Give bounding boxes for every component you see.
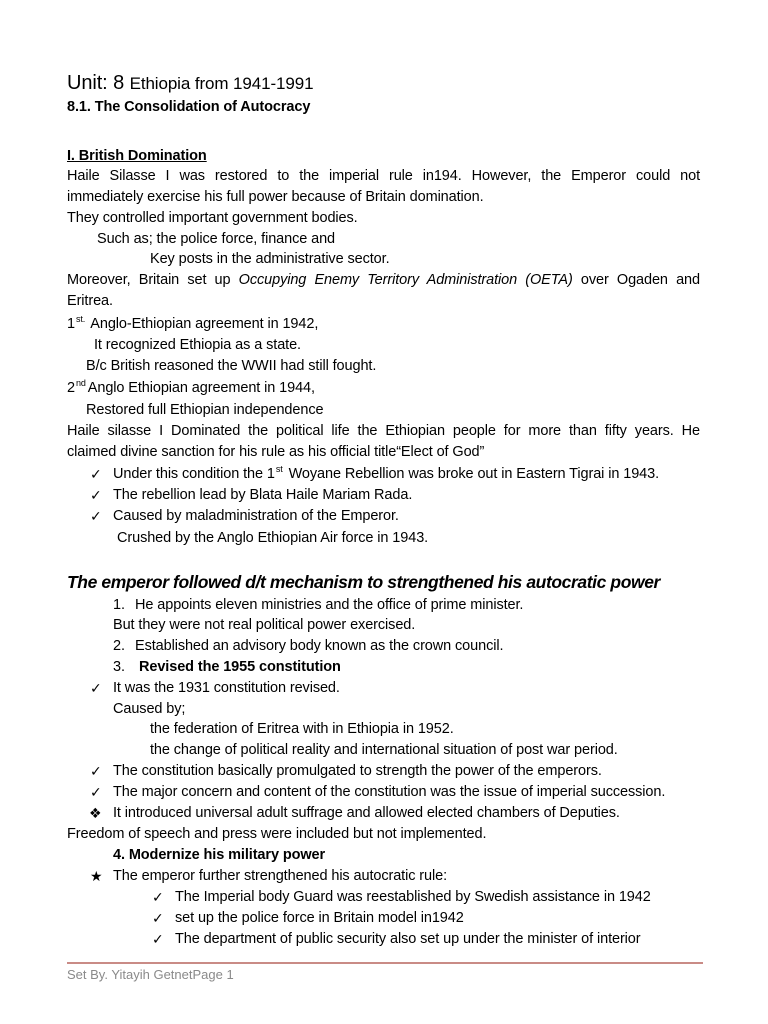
bullet-item: The major concern and content of the constitution was the issue of imperial succession. [113,784,666,800]
bullet-item: It introduced universal adult suffrage and allowed elected chambers of Deputies. [113,805,620,821]
diamond-bullet-icon: ❖ [89,805,102,821]
list-number: 2. [113,638,125,654]
checkmark-icon: ✓ [90,784,102,800]
checkmark-icon: ✓ [90,680,102,696]
list-item: He appoints eleven ministries and the office of prime minister. [135,597,524,613]
bullet-item: The emperor further strengthened his autocratic rule: [113,868,448,884]
section-heading-italic: The emperor followed d/t mechanism to strengthened his autocratic power [67,572,660,592]
paragraph-line: Crushed by the Anglo Ethiopian Air force in 1943. [117,530,429,546]
paragraph-line: B/c British reasoned the WWII had still fought. [86,358,377,374]
bullet-item: It was the 1931 constitution revised. [113,680,340,696]
bullet-item: set up the police force in Britain model in1942 [175,910,464,926]
checkmark-icon: ✓ [90,466,102,482]
list-number: 1. [113,597,125,613]
bullet-item: The constitution basically promulgated to strength the power of the emperors. [113,763,602,779]
bullet-item: The Imperial body Guard was reestablished by Swedish assistance in 1942 [175,889,651,905]
checkmark-icon: ✓ [152,931,164,947]
paragraph-line: It recognized Ethiopia as a state. [94,337,301,353]
paragraph-line: Caused by; [113,701,186,717]
paragraph-line: Moreover, Britain set up Occupying Enemy Territory Administration (OETA) over Ogaden and [67,272,700,288]
list-item: Revised the 1955 constitution [139,659,341,675]
paragraph-line: Haile Silasse I was restored to the imperial rule in194. However, the Emperor could not [67,168,700,184]
paragraph-line: Key posts in the administrative sector. [150,251,390,267]
checkmark-icon: ✓ [90,763,102,779]
paragraph-line: They controlled important government bodies. [67,210,358,226]
checkmark-icon: ✓ [152,889,164,905]
checkmark-icon: ✓ [90,508,102,524]
page-footer: Set By. Yitayih GetnetPage 1 [67,967,234,982]
paragraph-line: Restored full Ethiopian independence [86,402,324,418]
agreement-1: $1^{st.}$ Anglo-Ethiopian agreement in 1942, [67,314,319,332]
bullet-item: The department of public security also set up under the minister of interior [175,931,641,947]
paragraph-line: Haile silasse I Dominated the political life the Ethiopian people for more than fifty years. He [67,423,700,439]
paragraph-line: Freedom of speech and press were included but not implemented. [67,826,487,842]
list-number: 3. [113,659,125,675]
bullet-item: The rebellion lead by Blata Haile Mariam Rada. [113,487,413,503]
star-bullet-icon: ★ [90,868,103,884]
checkmark-icon: ✓ [152,910,164,926]
paragraph-line: Eritrea. [67,293,113,309]
unit-title: Unit: 8 Ethiopia from 1941-1991 [67,72,314,94]
paragraph-line: claimed divine sanction for his rule as his official title“Elect of God” [67,444,485,460]
paragraph-line: Such as; the police force, finance and [97,231,336,247]
bullet-item: Under this condition the 1st Woyane Rebellion was broke out in Eastern Tigrai in 1943. [113,464,660,482]
list-item: Established an advisory body known as the crown council. [135,638,504,654]
agreement-2: 2nd Anglo Ethiopian agreement in 1944, [67,378,315,396]
paragraph-line: But they were not real political power exercised. [113,617,416,633]
footer-divider [67,962,703,964]
paragraph-line: the change of political reality and international situation of post war period. [150,742,618,758]
paragraph-line: immediately exercise his full power because of Britain domination. [67,189,484,205]
bullet-item: Caused by maladministration of the Emperor. [113,508,399,524]
paragraph-line: the federation of Eritrea with in Ethiopia in 1952. [150,721,454,737]
section-subtitle: 8.1. The Consolidation of Autocracy [67,99,311,115]
checkmark-icon: ✓ [90,487,102,503]
list-item: 4. Modernize his military power [113,847,326,863]
section-heading: I. British Domination [67,148,207,164]
